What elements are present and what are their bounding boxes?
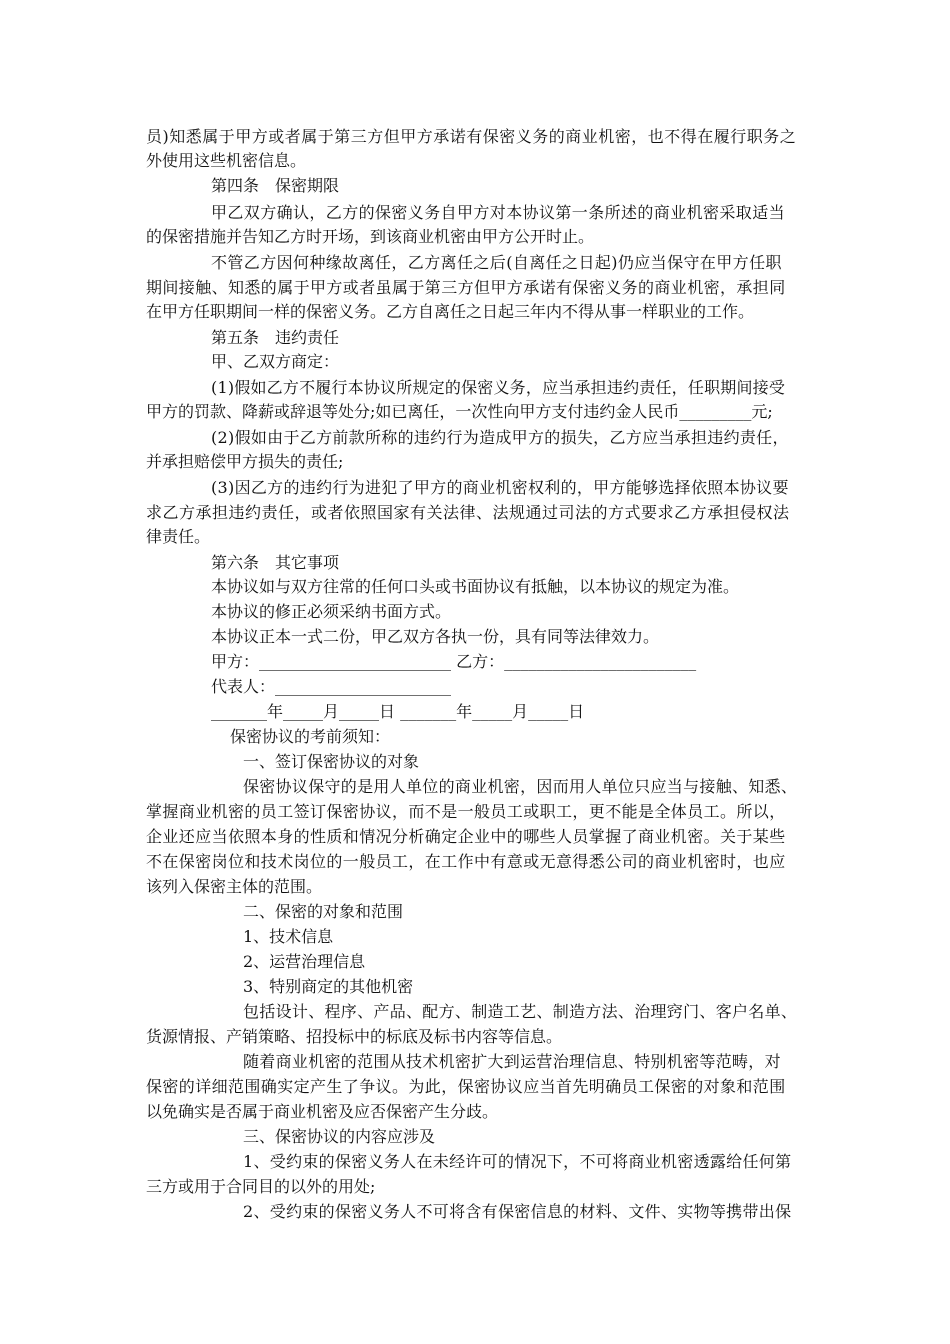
signature-line-dates: _______年_____月_____日 _______年_____月_____日 <box>211 702 585 721</box>
section-heading: 第四条 保密期限 <box>211 176 340 195</box>
text-line: 甲乙双方确认，乙方的保密义务自甲方对本协议第一条所述的商业机密采取适当 <box>211 203 786 222</box>
text-line: 的保密措施并告知乙方时开场，到该商业机密由甲方公开时止。 <box>146 227 595 246</box>
signature-line-representative: 代表人：______________________ <box>211 677 452 696</box>
text-line: 三方或用于合同目的以外的用处; <box>146 1177 376 1196</box>
text-line: 1、受约束的保密义务人在未经许可的情况下，不可将商业机密透露给任何第 <box>243 1152 792 1171</box>
text-line: 不管乙方因何种缘故离任，乙方离任之后(自离任之日起)仍应当保守在甲方任职 <box>211 253 782 272</box>
subsection-heading: 三、保密协议的内容应涉及 <box>243 1127 436 1146</box>
section-heading: 第六条 其它事项 <box>211 553 340 572</box>
text-line: 并承担赔偿甲方损失的责任; <box>146 452 344 471</box>
text-line: 外使用这些机密信息。 <box>146 151 307 170</box>
text-line: 本协议如与双方往常的任何口头或书面协议有抵触，以本协议的规定为准。 <box>211 577 740 596</box>
text-line: 在甲方任职期间一样的保密义务。乙方自离任之日起三年内不得从事一样职业的工作。 <box>146 302 755 321</box>
text-line: 企业还应当依照本身的性质和情况分析确定企业中的哪些人员掌握了商业机密。关于某些 <box>146 827 786 846</box>
text-line: 律责任。 <box>146 527 211 546</box>
section-heading: 保密协议的考前须知： <box>230 727 391 746</box>
text-line: 保密的详细范围确实定产生了争议。为此，保密协议应当首先明确员工保密的对象和范围 <box>146 1077 786 1096</box>
subsection-heading: 一、签订保密协议的对象 <box>243 752 420 771</box>
text-line: 本协议正本一式二份，甲乙双方各执一份，具有同等法律效力。 <box>211 627 660 646</box>
text-line: (2)假如由于乙方前款所称的违约行为造成甲方的损失，乙方应当承担违约责任， <box>211 428 789 447</box>
signature-line-parties: 甲方：________________________ 乙方：________________________ <box>211 652 697 671</box>
text-line: 求乙方承担违约责任，或者依照国家有关法律、法规通过司法的方式要求乙方承担侵权法 <box>146 503 790 522</box>
list-item: 1、技术信息 <box>243 927 334 946</box>
text-line: (1)假如乙方不履行本协议所规定的保密义务，应当承担违约责任，任职期间接受 <box>211 378 786 397</box>
subsection-heading: 二、保密的对象和范围 <box>243 902 404 921</box>
text-line: (3)因乙方的违约行为进犯了甲方的商业机密权利的，甲方能够选择依照本协议要 <box>211 478 789 497</box>
text-line: 本协议的修正必须采纳书面方式。 <box>211 602 452 621</box>
text-line: 随着商业机密的范围从技术机密扩大到运营治理信息、特别机密等范畴，对 <box>243 1052 781 1071</box>
text-line: 员)知悉属于甲方或者属于第三方但甲方承诺有保密义务的商业机密，也不得在履行职务之 <box>146 127 797 146</box>
text-line: 该列入保密主体的范围。 <box>146 877 323 896</box>
text-line: 甲、乙双方商定： <box>211 352 340 371</box>
text-line: 不在保密岗位和技术岗位的一般员工，在工作中有意或无意得悉公司的商业机密时，也应 <box>146 852 786 871</box>
text-line: 2、受约束的保密义务人不可将含有保密信息的材料、文件、实物等携带出保 <box>243 1202 792 1221</box>
text-line: 甲方的罚款、降薪或辞退等处分;如已离任，一次性向甲方支付违约金人民币_________元; <box>146 402 773 421</box>
text-line: 掌握商业机密的员工签订保密协议，而不是一般员工或职工，更不能是全体员工。所以， <box>146 802 786 821</box>
list-item: 3、特别商定的其他机密 <box>243 977 414 996</box>
list-item: 2、运营治理信息 <box>243 952 366 971</box>
text-line: 期间接触、知悉的属于甲方或者虽属于第三方但甲方承诺有保密义务的商业机密，承担同 <box>146 278 786 297</box>
text-line: 货源情报、产销策略、招投标中的标底及标书内容等信息。 <box>146 1027 563 1046</box>
section-heading: 第五条 违约责任 <box>211 328 340 347</box>
text-line: 保密协议保守的是用人单位的商业机密，因而用人单位只应当与接触、知悉、 <box>243 777 798 796</box>
text-line: 以免确实是否属于商业机密及应否保密产生分歧。 <box>146 1102 499 1121</box>
text-line: 包括设计、程序、产品、配方、制造工艺、制造方法、治理窍门、客户名单、 <box>243 1002 798 1021</box>
